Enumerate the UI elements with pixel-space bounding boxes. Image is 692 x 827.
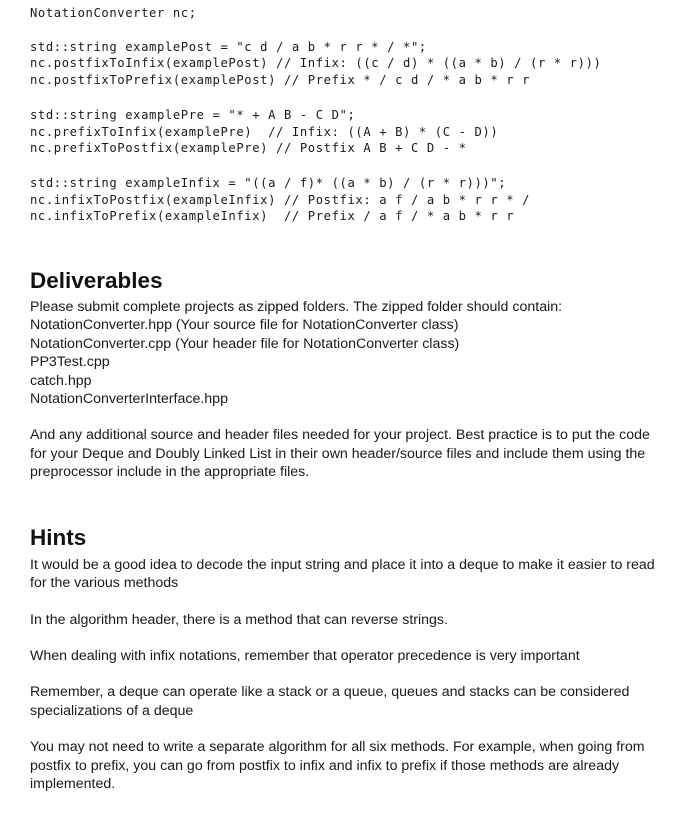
- deliverable-file-item: catch.hpp: [30, 372, 92, 389]
- code-block-prefix-example: [30, 107, 680, 157]
- code-line: nc.infixToPrefix(exampleInfix) // Prefix / a f / * a b * r r: [30, 209, 515, 224]
- code-line: std::string examplePost = "c d / a b * r r * / *";: [30, 39, 427, 54]
- code-block-postfix-example: [30, 39, 680, 89]
- code-block-infix-example: [30, 175, 680, 225]
- code-header-line: NotationConverter nc;: [30, 6, 197, 20]
- hint-paragraph: Remember, a deque can operate like a stack or a queue, queues and stacks can be considered specializations of a deque: [30, 684, 630, 719]
- deliverables-heading: Deliverables: [30, 268, 163, 294]
- deliverables-note: And any additional source and header files needed for your project. Best practice is to put the code for your Deque and Doubly Linked List in their own header/source files and include them using the preprocessor include in the appropriate files.: [30, 427, 650, 481]
- hints-heading: Hints: [30, 524, 87, 550]
- code-line: nc.infixToPostfix(exampleInfix) // Postfix: a f / a b * r r * /: [30, 192, 531, 207]
- code-line: nc.postfixToPrefix(examplePost) // Prefix * / c d / * a b * r r: [30, 73, 531, 88]
- deliverable-file-item: PP3Test.cpp: [30, 354, 110, 371]
- deliverables-section: [30, 298, 680, 482]
- deliverable-file-item: NotationConverter.cpp (Your header file for NotationConverter class): [30, 335, 460, 352]
- deliverable-file-item: NotationConverter.hpp (Your source file for NotationConverter class): [30, 317, 459, 334]
- code-line: std::string exampleInfix = "((a / f)* ((a * b) / (r * r)))";: [30, 175, 507, 190]
- deliverable-file-item: NotationConverterInterface.hpp: [30, 391, 228, 408]
- hints-section: [30, 556, 680, 794]
- code-line: nc.prefixToInfix(examplePre) // Infix: ((A + B) * (C - D)): [30, 124, 499, 139]
- code-line: nc.prefixToPostfix(examplePre) // Postfix A B + C D - *: [30, 141, 467, 156]
- hint-paragraph: In the algorithm header, there is a method that can reverse strings.: [30, 611, 448, 628]
- document-page: [30, 0, 680, 793]
- hint-paragraph: It would be a good idea to decode the input string and place it into a deque to make it easier to read for the various methods: [30, 556, 655, 592]
- deliverables-intro: Please submit complete projects as zipped folders. The zipped folder should contain:: [30, 299, 563, 316]
- code-line: std::string examplePre = "* + A B - C D";: [30, 107, 356, 122]
- hint-paragraph: When dealing with infix notations, remember that operator precedence is very important: [30, 647, 580, 664]
- hint-paragraph: You may not need to write a separate algorithm for all six methods. For example, when going from postfix to prefix, you can go from postfix to infix and infix to prefix if those methods are already implemented.: [30, 739, 645, 792]
- code-line: nc.postfixToInfix(examplePost) // Infix: ((c / d) * ((a * b) / (r * r))): [30, 56, 602, 71]
